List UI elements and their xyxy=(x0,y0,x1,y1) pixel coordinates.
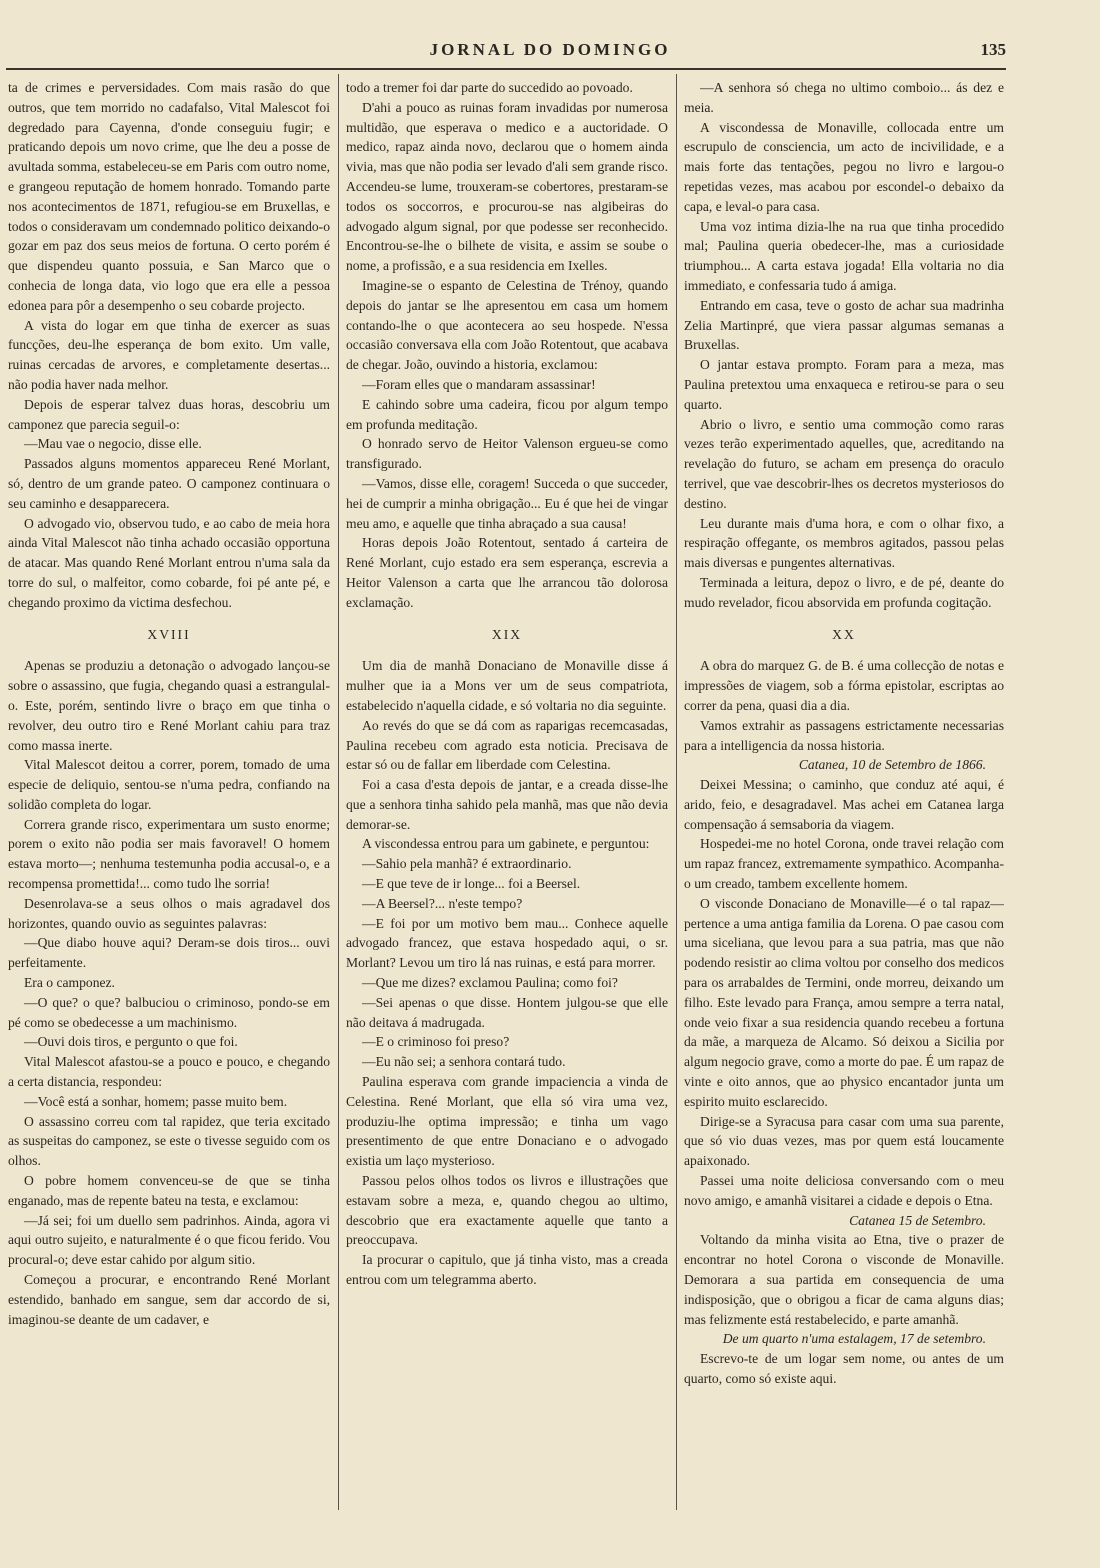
paragraph: E cahindo sobre uma cadeira, ficou por algum tempo em profunda meditação. xyxy=(346,396,668,432)
paragraph: Uma voz intima dizia-lhe na rua que tinha procedido mal; Paulina queria obedecer-lhe, mas a curiosidade triumphou... A carta estava jogada! Ella voltaria no dia immediato, e confessaria tudo á amiga. xyxy=(684,218,1004,293)
paragraph: —Você está a sonhar, homem; passe muito bem. xyxy=(24,1093,288,1109)
section-heading: XX xyxy=(832,626,856,642)
paragraph: todo a tremer foi dar parte do succedido ao povoado. xyxy=(346,80,633,95)
paragraph: Depois de esperar talvez duas horas, descobriu um camponez que parecia seguil-o: xyxy=(8,396,330,432)
paragraph: A obra do marquez G. de B. é uma collecção de notas e impressões de viagem, sob a fórma epistolar, escriptas ao correr da pena, quasi dia a dia. xyxy=(684,658,1004,713)
column-divider xyxy=(338,74,339,1510)
paragraph: —E que teve de ir longe... foi a Beersel. xyxy=(362,876,581,892)
paragraph: Passei uma noite deliciosa conversando com o meu novo amigo, e amanhã visitarei a cidade e depois o Etna. xyxy=(684,1173,1004,1208)
paragraph: Foi a casa d'esta depois de jantar, e a creada disse-lhe que a senhora tinha sahido pela manhã, mas que não devia demorar-se. xyxy=(346,777,668,832)
page-number: 135 xyxy=(980,40,1006,59)
paragraph: D'ahi a pouco as ruinas foram invadidas por numerosa multidão, que esperava o medico e a auctoridade. O medico, rapaz ainda novo, declarou que o homem ainda vivia, mas que não podia ser levado d'ali sem grande risco. Accendeu-se lume, trouxeram-se cobertores, prestaram-se todos os soccorros, e procurou-se nas algibeiras do advogado algum signal, por que podesse ser reconhecido. Encontrou-se-lhe o bilhete de visita, e assim se soube o nome, a profissão, e a sua residencia em Ixelles. xyxy=(346,99,668,274)
paragraph: O visconde Donaciano de Monaville—é o tal rapaz—pertence a uma antiga familia da Lorena. O pae casou com uma siceliana, que levou para a sua patria, mas que não podendo resistir ao clima voltou por conselho dos medicos para os arrabaldes de Termini, onde morreu, deixando um filho. Este levado para França, amou sempre a terra natal, onde veio fixar a sua residencia quando recebeu a fortuna da mãe, a marqueza de Alcamo. Só deixou a Sicilia por algum negocio grave, como a morte do pae. É um rapaz de vinte e oito annos, que ao physico encantador junta um espirito muito esclarecido. xyxy=(684,895,1004,1109)
paragraph: Abrio o livro, e sentio uma commoção como raras vezes terão experimentado aquelles, que, acreditando na revelação do futuro, se acham em presença do oraculo terrivel, que vae descobrir-lhes os decretos mysteriosos do destino. xyxy=(684,416,1004,511)
paragraph: O honrado servo de Heitor Valenson ergueu-se como transfigurado. xyxy=(346,436,668,472)
paragraph: Deixei Messina; o caminho, que conduz até aqui, é arido, feio, e desagradavel. Mas achei em Catanea larga compensação á semsaboria da viagem. xyxy=(684,777,1004,832)
dateline: Catanea 15 de Setembro. xyxy=(849,1212,986,1228)
paragraph: Correra grande risco, experimentara um susto enorme; porem o exito não podia ser mais favoravel! O homem estava morto—; nenhuma testemunha podia accusal-o, e a recompensa promettida!... como tudo lhe sorria! xyxy=(8,816,330,892)
paragraph: Escrevo-te de um logar sem nome, ou antes de um quarto, como só existe aqui. xyxy=(684,1351,1004,1386)
paragraph: Começou a procurar, e encontrando René Morlant estendido, banhado em sangue, sem dar accordo de si, imaginou-se deante de um cadaver, e xyxy=(8,1272,330,1327)
paragraph: Vital Malescot deitou a correr, porem, tomado de uma especie de deliquio, sentou-se n'uma pedra, confiando na solidão completa do logar. xyxy=(8,757,330,812)
paragraph: A viscondessa de Monaville, collocada entre um escrupulo de consciencia, um acto de incivilidade, e a mais forte das tentações, pegou no livro e largou-o repetidas vezes, mas acabou por escondel-o debaixo da capa, e leval-o para casa. xyxy=(684,119,1004,214)
paragraph: Imagine-se o espanto de Celestina de Trénoy, quando depois do jantar se lhe apresentou em casa um homem contando-lhe o que acontecera ao seu hospede. N'essa occasião conversava ella com João Rotentout, que acabava de chegar. João, ouvindo a historia, exclamou: xyxy=(346,277,668,373)
paragraph: Vital Malescot afastou-se a pouco e pouco, e chegando a certa distancia, respondeu: xyxy=(8,1054,330,1090)
paragraph: A vista do logar em que tinha de exercer as suas funcções, deu-lhe esperança de bom exito. Um valle, ruinas cercadas de arvores, e completamente desertas... não podia haver nada melhor. xyxy=(8,317,330,392)
paragraph: —Que me dizes? exclamou Paulina; como foi? xyxy=(362,975,618,991)
paragraph: Horas depois João Rotentout, sentado á carteira de René Morlant, cujo estado era sem esperança, escrevia a Heitor Valenson a carta que lhe arrancou tão dolorosa exclamação. xyxy=(346,535,668,610)
paragraph: —Eu não sei; a senhora contará tudo. xyxy=(362,1054,566,1070)
paragraph: Dirige-se a Syracusa para casar com uma sua parente, que só vio duas vezes, mas por quem está loucamente apaixonado. xyxy=(684,1113,1004,1169)
paragraph: Um dia de manhã Donaciano de Monaville disse á mulher que ia a Mons ver um de seus compatriota, estabelecido n'aquella cidade, e só voltaria no dia seguinte. xyxy=(346,658,668,713)
paragraph: —Ouvi dois tiros, e pergunto o que foi. xyxy=(24,1034,238,1050)
paragraph: Ao revés do que se dá com as raparigas recemcasadas, Paulina recebeu com agrado esta noticia. Precisava de estar só ou de fallar em liberdade com Celestina. xyxy=(346,717,668,773)
dateline: Catanea, 10 de Setembro de 1866. xyxy=(798,757,986,773)
paragraph: —O que? o que? balbuciou o criminoso, pondo-se em pé como se obedecesse a um machinismo. xyxy=(8,994,330,1030)
text-column-middle xyxy=(346,78,668,1518)
paragraph: —Mau vae o negocio, disse elle. xyxy=(24,436,202,452)
paragraph: O jantar estava prompto. Foram para a meza, mas Paulina pretextou uma enxaqueca e retirou-se para o seu quarto. xyxy=(684,357,1004,412)
paragraph: —A Beersel?... n'este tempo? xyxy=(362,895,523,911)
paragraph: —E foi por um motivo bem mau... Conhece aquelle advogado francez, que estava hospedado aqui, o sr. Morlant? Levou um tiro lá nas ruinas, e está para morrer. xyxy=(346,915,668,971)
paragraph: —Sei apenas o que disse. Hontem julgou-se que elle não deitava á madrugada. xyxy=(346,994,668,1030)
paragraph: Vamos extrahir as passagens estrictamente necessarias para a intelligencia da nossa historia. xyxy=(684,717,1004,753)
paragraph: O assassino correu com tal rapidez, que teria excitado as suspeitas do camponez, se este o tivesse seguido com os olhos. xyxy=(8,1113,330,1169)
paragraph: —Foram elles que o mandaram assassinar! xyxy=(362,376,596,392)
paragraph: Passados alguns momentos appareceu René Morlant, só, dentro de um grande pateo. O camponez continuara o seu caminho e desapparecera. xyxy=(8,456,330,511)
column-divider xyxy=(676,74,677,1510)
paragraph: —Que diabo houve aqui? Deram-se dois tiros... ouvi perfeitamente. xyxy=(8,935,330,971)
text-column-right xyxy=(684,78,1004,1518)
running-title: JORNAL DO DOMINGO xyxy=(429,40,671,59)
paragraph: O advogado vio, observou tudo, e ao cabo de meia hora ainda Vital Malescot não tinha achado occasião opportuna de atacar. Mas quando René Morlant entrou n'uma sala da torre do sul, o malfeitor, como cobarde, foi pé ante pé, e chegando proximo da victima desfechou. xyxy=(8,515,330,610)
paragraph: Terminada a leitura, depoz o livro, e de pé, deante do mudo revelador, ficou absorvida em profunda cogitação. xyxy=(684,574,1004,610)
paragraph: A viscondessa entrou para um gabinete, e perguntou: xyxy=(362,836,650,852)
dateline: De um quarto n'uma estalagem, 17 de setembro. xyxy=(722,1331,986,1347)
paragraph: —Já sei; foi um duello sem padrinhos. Ainda, agora vi aqui outro sujeito, e naturalmente é o que ficou ferido. Vou procural-o; deve estar cahido por algum sitio. xyxy=(8,1212,330,1268)
paragraph: —A senhora só chega no ultimo comboio... ás dez e meia. xyxy=(684,80,1004,115)
section-heading: XIX xyxy=(491,626,523,642)
paragraph: Entrando em casa, teve o gosto de achar sua madrinha Zelia Martinpré, que viera passar algumas semanas a Bruxellas. xyxy=(684,297,1004,353)
page-header xyxy=(0,38,1100,68)
paragraph: Desenrolava-se a seus olhos o mais agradavel dos horizontes, quando ouvio as seguintes palavras: xyxy=(8,895,330,931)
paragraph: Passou pelos olhos todos os livros e illustrações que estavam sobre a meza, e, quando chegou ao ultimo, descobrio que era exactamente aquelle que tanto a preoccupava. xyxy=(346,1173,668,1248)
paragraph: Apenas se produziu a detonação o advogado lançou-se sobre o assassino, que fugia, chegando quasi a estrangulal-o. Este, porém, sentindo livre o braço em que tinha o revolver, deu outro tiro e René Morlant cahiu para traz como massa inerte. xyxy=(8,658,330,753)
paragraph: —Vamos, disse elle, coragem! Succeda o que succeder, hei de cumprir a minha obrigação... Eu é que hei de vingar meu amo, e aquelle que tinha abraçado a sua causa! xyxy=(346,475,668,531)
paragraph: Voltando da minha visita ao Etna, tive o prazer de encontrar no hotel Corona o visconde de Monaville. Demorara a sua partida em consequencia de uma indisposição, que o obrigou a ficar de cama alguns dias; mas felizmente está restabelecido, e parte amanhã. xyxy=(684,1232,1004,1327)
paragraph: Era o camponez. xyxy=(24,975,115,991)
paragraph: Paulina esperava com grande impaciencia a vinda de Celestina. René Morlant, que ella só vira uma vez, produziu-lhe optima impressão; e tinha um vago presentimento de que entre Donaciano e o advogado existia um laço mysterioso. xyxy=(346,1074,668,1169)
paragraph: —E o criminoso foi preso? xyxy=(362,1034,510,1050)
paragraph: —Sahio pela manhã? é extraordinario. xyxy=(362,856,572,872)
paragraph: O pobre homem convenceu-se de que se tinha enganado, mas de repente bateu na testa, e exclamou: xyxy=(8,1173,330,1208)
paragraph: Hospedei-me no hotel Corona, onde travei relação com um rapaz francez, extremamente sympathico. Acompanha-o um creado, tambem excellente homem. xyxy=(684,836,1004,892)
paragraph: Ia procurar o capitulo, que já tinha visto, mas a creada entrou com um telegramma aberto. xyxy=(346,1252,668,1288)
paragraph: ta de crimes e perversidades. Com mais rasão do que outros, que tem morrido no cadafalso, Vital Malescot foi degredado para Cayenna, d'onde conseguiu fugir; e praticando depois um novo crime, que lhe deu a posse de avultada somma, estabeleceu-se em Paris com outro nome, e grangeou reputação de homem honrado. Tomando parte nos acontecimentos de 1871, refugiou-se em Bruxellas, e todos o consideravam um condemnado politico deixando-o gozar em paz dos seus meios de fortuna. O certo porém é que dispendeu quanto possuia, e San Marco que o conhecia de longa data, vio logo que era elle a pessoa edonea para pôr a desempenho o seu cobarde projecto. xyxy=(8,80,330,313)
paragraph: Leu durante mais d'uma hora, e com o olhar fixo, a respiração offegante, os membros agitados, passou pelas mais diversas e pungentes alternativas. xyxy=(684,515,1004,571)
text-column-left xyxy=(8,78,330,1518)
header-rule xyxy=(6,68,1006,70)
section-heading: XVIII xyxy=(147,626,191,642)
